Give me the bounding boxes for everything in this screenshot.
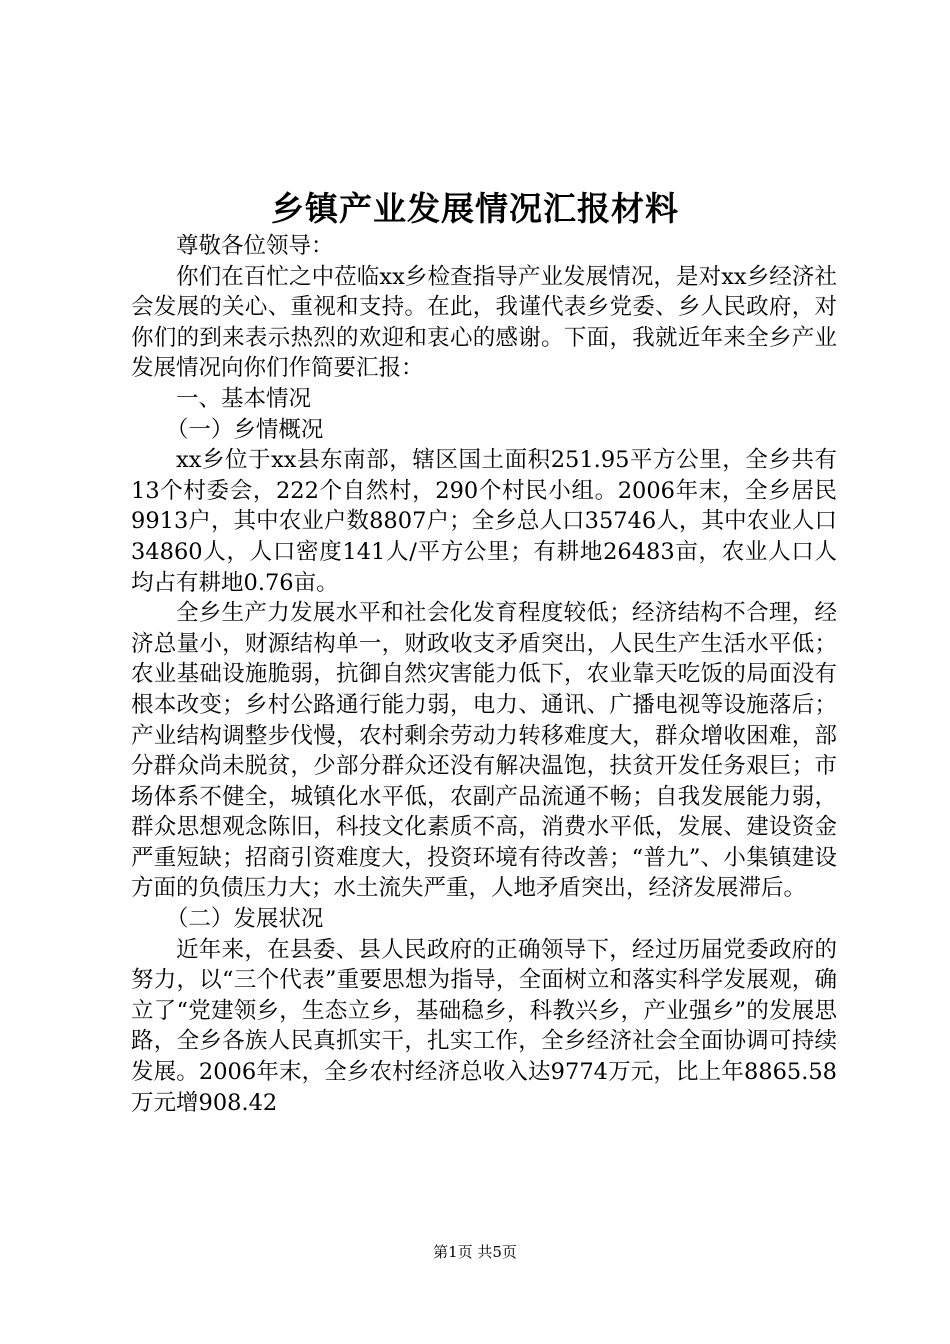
section-heading-basic: 一、基本情况 — [176, 385, 312, 412]
page-footer: 第1页 共5页 — [433, 1243, 517, 1261]
development-paragraph: 近年来，在县委、县人民政府的正确领导下，经过历届党委政府的努力，以“三个代表”重要思想为指导，全面树立和落实科学发展观，确立了“党建领乡，生态立乡，基础稳乡，科教兴乡，产业强乡”的发展思路，全乡各族人民真抓实干，扎实工作，全乡经济社会全面协调可持续发展。2006年末，全乡农村经济总收入达9774万元，比上年8865.58万元增908.42 — [131, 936, 837, 1116]
problems-paragraph: 全乡生产力发展水平和社会化发育程度较低；经济结构不合理，经济总量小，财源结构单一，财政收支矛盾突出，人民生产生活水平低；农业基础设施脆弱，抗御自然灾害能力低下，农业靠天吃饭的局面没有根本改变；乡村公路通行能力弱，电力、通讯、广播电视等设施落后；产业结构调整步伐慢，农村剩余劳动力转移难度大，群众增收困难，部分群众尚未脱贫，少部分群众还没有解决温饱，扶贫开发任务艰巨；市场体系不健全，城镇化水平低，农副产品流通不畅；自我发展能力弱，群众思想观念陈旧，科技文化素质不高，消费水平低，发展、建设资金严重短缺；招商引资难度大，投资环境有待改善；“普九”、小集镇建设方面的负债压力大；水土流失严重，人地矛盾突出，经济发展滞后。 — [131, 600, 837, 902]
intro-paragraph: 你们在百忙之中莅临xx乡检查指导产业发展情况，是对xx乡经济社会发展的关心、重视和支持。在此，我谨代表乡党委、乡人民政府，对你们的到来表示热烈的欢迎和衷心的感谢。下面，我就近年来全乡产业发展情况向你们作简要汇报： — [131, 263, 837, 382]
greeting: 尊敬各位领导： — [176, 233, 334, 259]
subsection-heading-overview: （一）乡情概况 — [165, 416, 324, 443]
overview-paragraph: xx乡位于xx县东南部，辖区国土面积251.95平方公里，全乡共有13个村委会，222个自然村，290个村民小组。2006年末，全乡居民9913户，其中农业户数8807户；全乡总人口35746人，其中农业人口34860人，人口密度141人/平方公里；有耕地26483亩，农业人口人均占有耕地0.76亩。 — [131, 447, 837, 596]
document-body — [131, 231, 837, 1118]
subsection-heading-development: （二）发展状况 — [165, 906, 324, 933]
document-title: 乡镇产业发展情况汇报材料 — [271, 189, 679, 228]
